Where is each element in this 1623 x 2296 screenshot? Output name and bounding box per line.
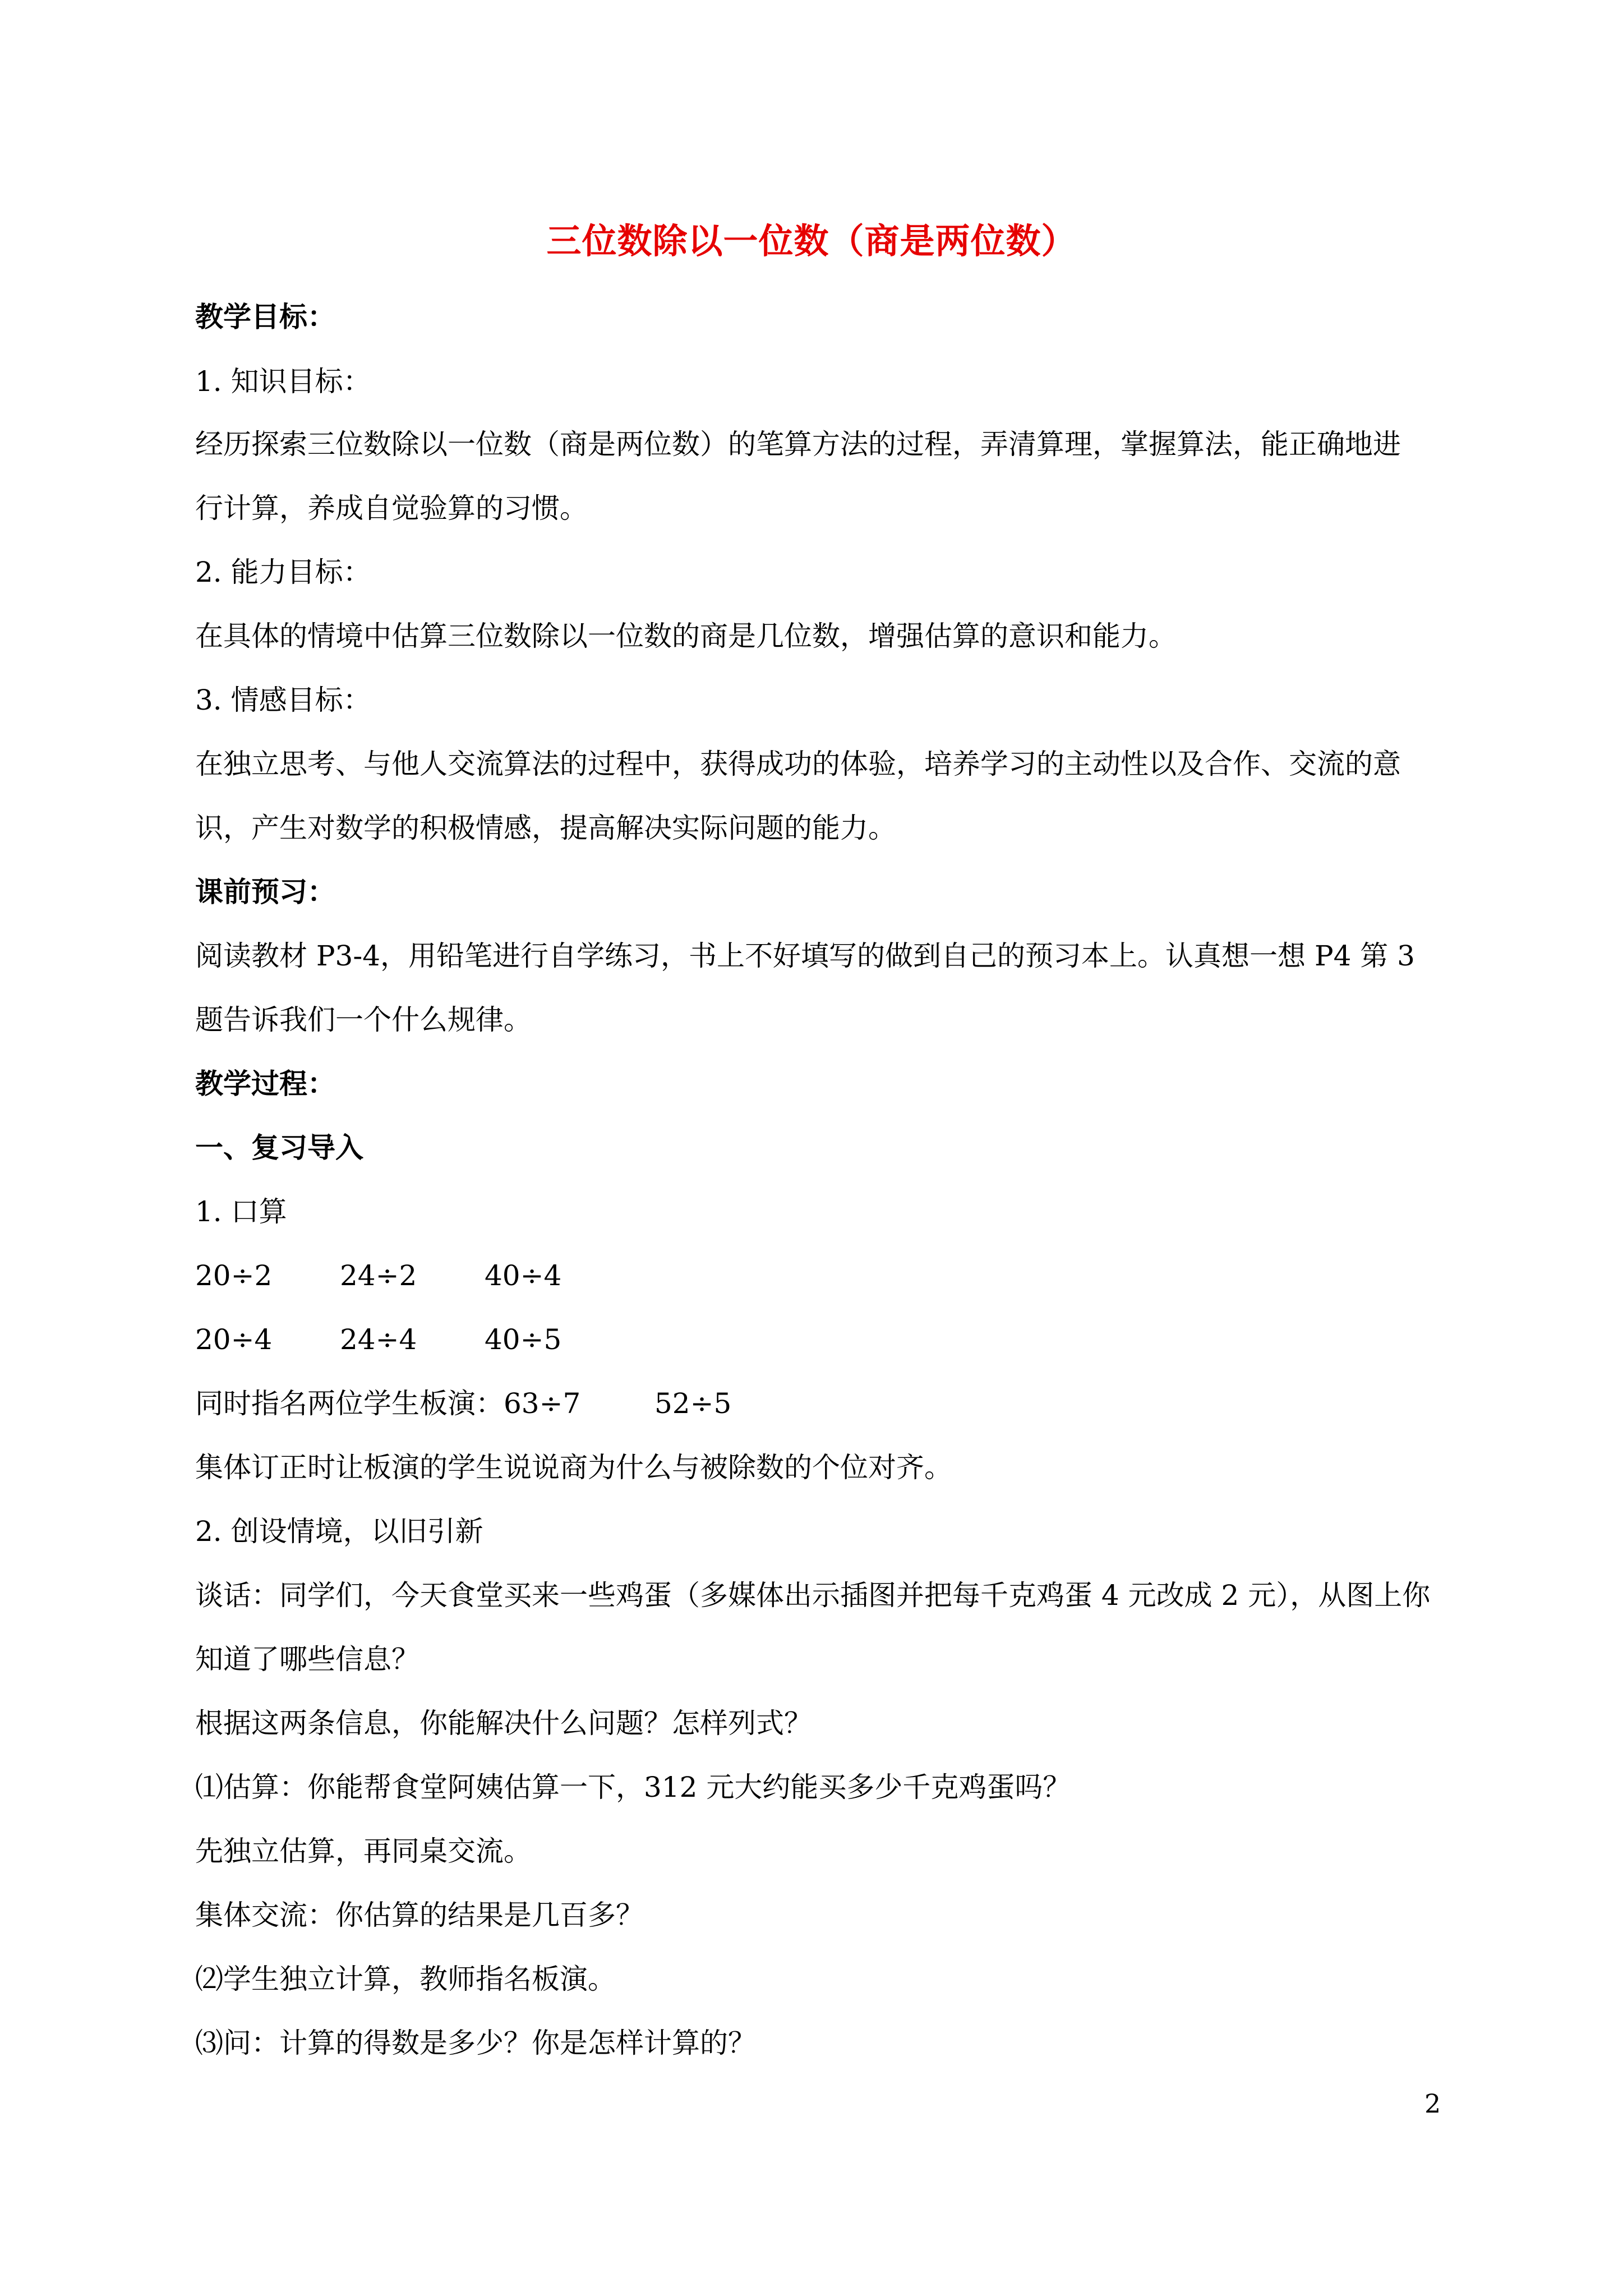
goal3-heading: 3. 情感目标：: [195, 684, 371, 716]
part1-heading: 一、复习导入: [195, 1131, 363, 1164]
goal3-text-line1: 在独立思考、与他人交流算法的过程中，获得成功的体验，培养学习的主动性以及合作、交流的意: [195, 748, 1401, 780]
goals-heading: 教学目标：: [195, 300, 335, 333]
correction-text: 集体订正时让板演的学生说说商为什么与被除数的个位对齐。: [195, 1451, 952, 1484]
oral-item: 24÷4: [340, 1323, 417, 1356]
preview-text-line2: 题告诉我们一个什么规律。: [195, 1004, 532, 1036]
oral-item: 20÷2: [195, 1259, 273, 1292]
oral-item: 40÷4: [485, 1259, 562, 1292]
board-second: 52÷5: [654, 1387, 732, 1420]
group-exchange-text: 集体交流：你估算的结果是几百多？: [195, 1899, 644, 1931]
document-title: 三位数除以一位数（商是两位数）: [546, 220, 1077, 261]
board-line: [195, 1381, 1446, 1426]
situation-heading: 2. 创设情境，以旧引新: [195, 1515, 483, 1548]
ask-text: ⑶问：计算的得数是多少？你是怎样计算的？: [195, 2027, 756, 2059]
oral-item: 40÷5: [485, 1323, 562, 1356]
talk-line1: 谈话：同学们，今天食堂买来一些鸡蛋（多媒体出示插图并把每千克鸡蛋 4 元改成 2 元），从图上你: [195, 1579, 1431, 1612]
preview-text-line1: 阅读教材 P3-4，用铅笔进行自学练习，书上不好填写的做到自己的预习本上。认真想一想 P4 第 3: [195, 940, 1415, 972]
goal1-text-line2: 行计算，养成自觉验算的习惯。: [195, 492, 588, 524]
page-number: 2: [1424, 2088, 1441, 2119]
goal2-heading: 2. 能力目标：: [195, 556, 371, 588]
goal2-text: 在具体的情境中估算三位数除以一位数的商是几位数，增强估算的意识和能力。: [195, 620, 1177, 652]
oral-item: 24÷2: [340, 1259, 417, 1292]
oral-item: 20÷4: [195, 1323, 273, 1356]
goal1-heading: 1. 知识目标：: [195, 365, 371, 398]
first-estimate-text: 先独立估算，再同桌交流。: [195, 1835, 532, 1867]
goal3-text-line2: 识，产生对数学的积极情感，提高解决实际问题的能力。: [195, 812, 896, 844]
estimate-text: ⑴估算：你能帮食堂阿姨估算一下，312 元大约能买多少千克鸡蛋吗？: [195, 1771, 1071, 1803]
talk-line2: 知道了哪些信息？: [195, 1643, 419, 1676]
board-prefix: 同时指名两位学生板演：63÷7: [195, 1387, 581, 1420]
question-text: 根据这两条信息，你能解决什么问题？怎样列式？: [195, 1707, 812, 1740]
preview-heading: 课前预习：: [195, 875, 335, 908]
process-heading: 教学过程：: [195, 1067, 335, 1100]
goal1-text-line1: 经历探索三位数除以一位数（商是两位数）的笔算方法的过程，弄清算理，掌握算法，能正确地进: [195, 428, 1401, 461]
oral-heading: 1. 口算: [195, 1195, 287, 1228]
oral-row-2: [195, 1317, 1446, 1362]
independent-calc-text: ⑵学生独立计算，教师指名板演。: [195, 1963, 616, 1995]
oral-row-1: [195, 1253, 1446, 1298]
